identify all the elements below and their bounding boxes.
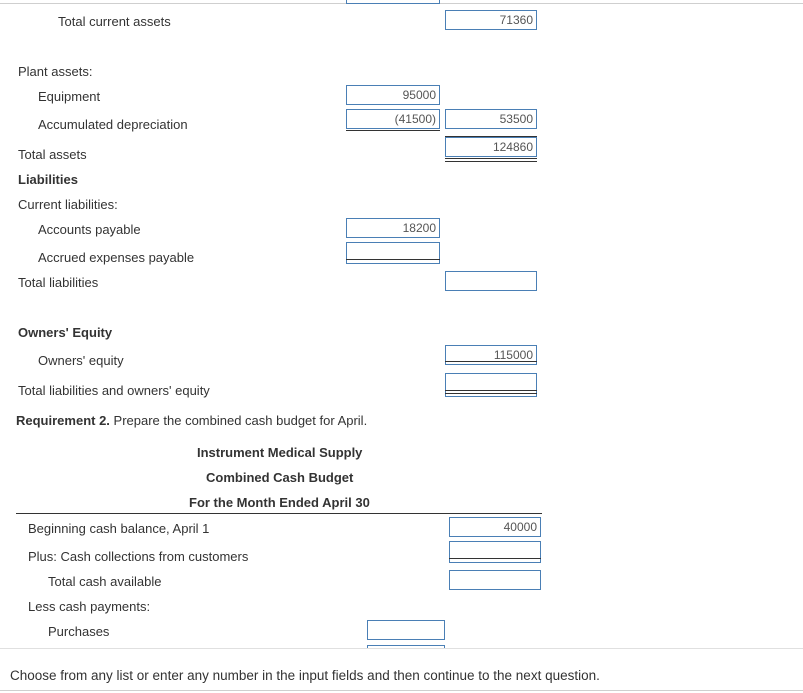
footer-instruction: Choose from any list or enter any number in the input fields and then continue to the next question. (10, 668, 600, 683)
cut-off-input-top[interactable] (346, 0, 440, 4)
total-current-assets-label: Total current assets (58, 14, 171, 29)
accrued-expenses-label: Accrued expenses payable (38, 250, 195, 265)
total-assets-input[interactable] (445, 137, 537, 157)
total-cash-available-input[interactable] (449, 570, 541, 590)
footer-bottom-border (0, 690, 803, 691)
accrued-expenses-underline (346, 259, 440, 260)
accounts-payable-input[interactable] (346, 218, 440, 238)
cash-budget-header-rule (16, 513, 542, 514)
purchases-label: Purchases (48, 624, 110, 639)
beginning-cash-label: Beginning cash balance, April 1 (28, 521, 210, 536)
total-assets-double-underline (445, 158, 537, 162)
accrued-expenses-input[interactable] (346, 242, 440, 264)
total-liabilities-equity-label: Total liabilities and owners' equity (18, 383, 210, 398)
equipment-input[interactable] (346, 85, 440, 105)
total-current-assets-input[interactable] (445, 10, 537, 30)
owners-equity-underline (445, 361, 537, 362)
purchases-input[interactable] (367, 620, 445, 640)
owners-equity-heading: Owners' Equity (18, 325, 113, 340)
cash-collections-underline (449, 558, 541, 559)
plant-assets-heading: Plant assets: (18, 64, 93, 79)
cash-budget-title: Combined Cash Budget (206, 470, 354, 485)
total-liabilities-label: Total liabilities (18, 275, 99, 290)
total-assets-label: Total assets (18, 147, 87, 162)
accounts-payable-label: Accounts payable (38, 222, 141, 237)
cash-budget-period: For the Month Ended April 30 (189, 495, 370, 510)
total-liabilities-input[interactable] (445, 271, 537, 291)
accumulated-depreciation-underline (346, 130, 440, 131)
owners-equity-label: Owners' equity (38, 353, 124, 368)
accumulated-depreciation-label: Accumulated depreciation (38, 117, 188, 132)
scroll-region-bottom (0, 648, 803, 649)
requirement-2-text (16, 413, 367, 429)
requirement-2-instruction: Prepare the combined cash budget for April. (109, 413, 368, 428)
requirement-2-prefix: Requirement 2. (16, 413, 110, 428)
cash-collections-label: Plus: Cash collections from customers (28, 549, 249, 564)
total-cash-available-label: Total cash available (48, 574, 162, 589)
cash-budget-company: Instrument Medical Supply (197, 445, 363, 460)
beginning-cash-input[interactable] (449, 517, 541, 537)
less-cash-payments-label: Less cash payments: (28, 599, 151, 614)
cash-collections-input[interactable] (449, 541, 541, 563)
net-plant-assets-input[interactable] (445, 109, 537, 129)
accumulated-depreciation-input[interactable] (346, 109, 440, 129)
total-liabilities-equity-double-underline (445, 390, 537, 394)
equipment-label: Equipment (38, 89, 101, 104)
owners-equity-input[interactable] (445, 345, 537, 365)
liabilities-heading: Liabilities (18, 172, 78, 187)
current-liabilities-heading: Current liabilities: (18, 197, 118, 212)
